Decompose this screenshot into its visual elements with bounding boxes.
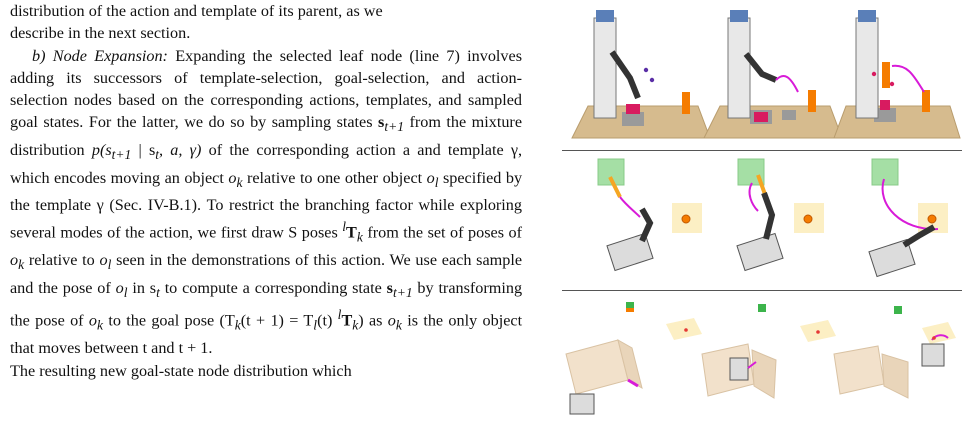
figure-row-top-view (562, 153, 962, 285)
robot-figure (562, 0, 962, 424)
frame-8 (702, 304, 836, 398)
frame-3 (834, 10, 960, 138)
gray-box-icon (622, 112, 644, 126)
pink-object-icon (626, 104, 640, 114)
frame-6 (869, 159, 948, 277)
text-line: describe in the next section. (10, 24, 191, 43)
frame-2 (704, 10, 842, 138)
trajectory-icon (776, 76, 798, 92)
body-text-column (10, 0, 522, 382)
robot-head-icon (596, 10, 614, 22)
row-divider (562, 150, 962, 151)
orange-block-icon (682, 92, 690, 114)
frame-9 (834, 306, 956, 398)
text-line: distribution of the action and template of its parent, as we (10, 2, 383, 20)
row-divider (562, 290, 962, 291)
paragraph-node-expansion: b) Node Expansion: Expanding the selected leaf node (line 7) involves adding its successors of template-selection, goal-selection, and action-selection nodes based on the corresponding actions, templates, and sampled goal states. For the latter, we do so by sampling states $s_{t+1}$ from the mixture distribution $p(s_{t+1}$ | $s_t$, a, γ) of the corresponding action a and template γ, which encodes moving an object $o_k$ relative to one other object $o_l$ specified by the template γ (Sec. IV-B.1). To restrict the branching factor while exploring several modes of the action, we first draw S poses $^lT_k$ from the set of poses of $o_k$ relative to $o_l$ seen in the demonstrations of this action. We use each sample and the pose of $o_l$ in $s_t$ to compute a corresponding state $s_{t+1}$ by transforming the pose of $o_k$ to the goal pose ($T_k(t + 1) = T_l(t)$ $^lT_k$) as $o_k$ is the only object that moves between t and t + 1. (10, 46, 523, 358)
robot-icon (570, 394, 594, 414)
frame-5 (737, 159, 824, 271)
text-line: The resulting new goal-state node distribution which (10, 361, 352, 380)
frame-4 (598, 159, 702, 271)
frame-1 (572, 10, 710, 138)
figure-row-perspective-view (562, 294, 962, 424)
robot-body-icon (594, 18, 616, 118)
target-card-icon (666, 318, 702, 340)
figure-row-side-view (562, 0, 962, 148)
box-panel-icon (566, 340, 628, 394)
frame-7 (566, 302, 702, 414)
target-icon (682, 215, 690, 223)
section-runin-label: b) Node Expansion: (32, 46, 168, 65)
